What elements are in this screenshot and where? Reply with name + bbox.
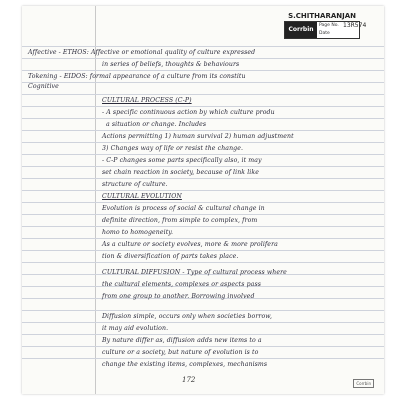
note-line: 3) Changes way of life or resist the change. — [102, 145, 244, 152]
note-line: As a culture or society evolves, more & more prolifera — [102, 241, 278, 248]
page-number-label: Page No. — [319, 23, 339, 28]
note-line: Diffusion simple, occurs only when societies borrow, — [102, 313, 273, 320]
brand-logo: Corrbin — [285, 22, 317, 38]
note-line: change the existing items, complexes, mechanisms — [102, 361, 268, 368]
note-line: Tokening - EIDOS: formal appearance of a culture from its constitu — [28, 73, 246, 80]
ruled-line — [22, 154, 384, 155]
ruled-line — [22, 226, 384, 227]
note-line: By nature differ as, diffusion adds new items to a — [102, 337, 262, 344]
note-line: Evolution is process of social & cultural change in — [102, 205, 265, 212]
margin-rule — [95, 6, 96, 394]
page-mark: 172 — [182, 376, 196, 384]
ruled-line — [22, 190, 384, 191]
ruled-line — [22, 58, 384, 59]
section-heading: CULTURAL DIFFUSION - Type of cultural process where — [102, 269, 287, 276]
ruled-line — [22, 46, 384, 47]
section-heading: CULTURAL PROCESS (C-P) — [102, 97, 192, 104]
ruled-line — [22, 334, 384, 335]
ruled-line — [22, 142, 384, 143]
ruled-line — [22, 130, 384, 131]
ruled-line — [22, 166, 384, 167]
page-header-box — [284, 21, 367, 39]
note-line: - A specific continuous action by which culture produ — [102, 109, 275, 116]
ruled-line — [22, 238, 384, 239]
ruled-line — [22, 94, 384, 95]
ruled-line — [22, 250, 384, 251]
note-line: - C-P changes some parts specifically also, it may — [102, 157, 262, 164]
ruled-line — [22, 214, 384, 215]
ruled-line — [22, 262, 384, 263]
note-line: culture or a society, but nature of evolution is to — [102, 349, 259, 356]
note-line: definite direction, from simple to complex, from — [102, 217, 258, 224]
note-line: homo to homogeneity. — [102, 229, 174, 236]
note-line: the cultural elements, complexes or aspects pass — [102, 281, 261, 288]
section-heading: CULTURAL EVOLUTION — [102, 193, 182, 200]
footer-brand-logo: Corrbin — [353, 379, 374, 388]
note-line: from one group to another. Borrowing involved — [102, 293, 255, 300]
date-label: Date — [319, 31, 330, 36]
note-line: Affective - ETHOS: Affective or emotional quality of culture expressed — [28, 49, 256, 56]
page-number-value: 13R574 — [343, 22, 367, 29]
ruled-line — [22, 106, 384, 107]
note-line: structure of culture. — [102, 181, 168, 188]
note-line: it may aid evolution. — [102, 325, 169, 332]
ruled-line — [22, 322, 384, 323]
note-line: in series of beliefs, thoughts & behaviours — [102, 61, 240, 68]
ruled-line — [22, 70, 384, 71]
ruled-line — [22, 358, 384, 359]
note-line: a situation or change. Includes — [106, 121, 207, 128]
ruled-line — [22, 310, 384, 311]
note-line: Cognitive — [28, 83, 59, 90]
notebook-page — [22, 6, 384, 394]
ruled-line — [22, 118, 384, 119]
ruled-line — [22, 202, 384, 203]
note-line: set chain reaction in society, because of link like — [102, 169, 259, 176]
note-line: Actions permitting 1) human survival 2) human adjustment — [102, 133, 294, 140]
author-name: S.CHITHARANJAN — [288, 12, 356, 20]
note-line: tion & diversification of parts takes place. — [102, 253, 239, 260]
ruled-line — [22, 346, 384, 347]
ruled-line — [22, 178, 384, 179]
ruled-line — [22, 82, 384, 83]
